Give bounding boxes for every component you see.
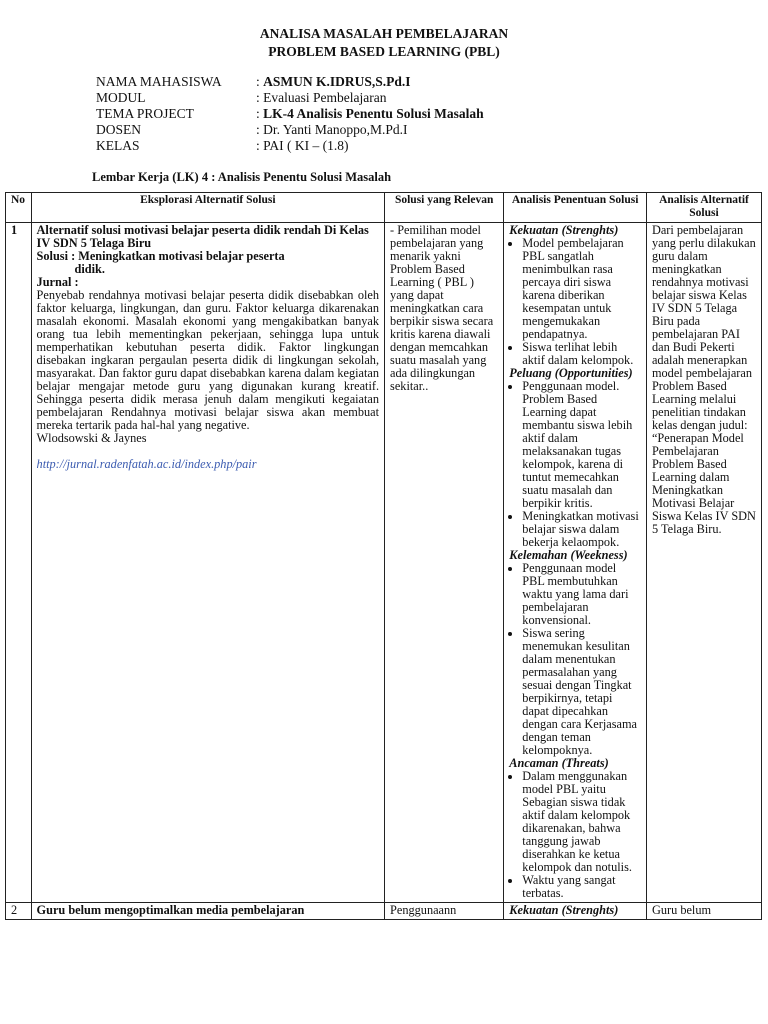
info-row-class [96, 138, 484, 154]
header-eksplorasi: Eksplorasi Alternatif Solusi [31, 193, 385, 223]
header-no: No [6, 193, 32, 223]
list-item: • Penggunaan model. Problem Based Learning dapat membantu siswa lebih aktif dalam melaksanakan tugas kelompok, karena di tuntut memecahkan suatu masalah dan berpikir kritis. [522, 380, 641, 510]
info-label: KELAS [96, 138, 140, 153]
row-number: 2 [6, 903, 32, 920]
solusi-line-cont: didik. [74, 262, 105, 276]
doc-title-line1: ANALISA MASALAH PEMBELAJARAN [259, 26, 509, 41]
info-colon: : [256, 74, 264, 89]
info-value: : Evaluasi Pembelajaran [256, 90, 387, 105]
jurnal-text: Penyebab rendahnya motivasi belajar peserta didik disebabkan oleh faktor keluarga, lingkungan, dan guru. Faktor keluarga dikarenakan masalah ekonomi. Masalah ekonomi yang mengakibatkan banyak orang tua lebih mementingkan pekerjaan, sehingga lupa untuk memperhatikan kebutuhan peserta didik. Faktor lingkungan disebakan ingkaran pergaulan peserta didik di lingkungan sekolah, masyarakat. Dan faktor guru dapat disebabkan karena dalam kegiatan belajar mengajar metode guru yang digunakan kurang kreatif. Sehingga peserta didik merasa jenuh dalam mengikuti kegaiatan pembelajaran Rendahnya motivasi belajar siswa akan membuat mereka tertarik pada hal-hal yang negative. [36, 288, 380, 432]
analisis-penentuan-cell [504, 223, 647, 903]
info-label: NAMA MAHASISWA [96, 74, 222, 89]
doc-title-line2: PROBLEM BASED LEARNING (PBL) [268, 44, 500, 59]
eksplorasi-title: Alternatif solusi motivasi belajar peserta didik rendah Di Kelas IV SDN 5 Telaga Biru [36, 223, 369, 250]
list-item: • Waktu yang sangat terbatas. [522, 874, 641, 900]
info-value: : Dr. Yanti Manoppo,M.Pd.I [256, 122, 408, 137]
info-label: DOSEN [96, 122, 142, 137]
info-row-project [96, 106, 484, 122]
analisis-alternatif-cell: Guru belum [646, 903, 761, 920]
list-item: • Model pembelajaran PBL sangatlah menimbulkan rasa percaya diri siswa karena diberikan kesempatan untuk mengemukakan pendapatnya. [522, 237, 641, 341]
student-info [96, 74, 484, 154]
info-value [256, 106, 484, 122]
info-label: TEMA PROJECT [96, 106, 194, 121]
list-item: • Siswa terlihat lebih aktif dalam kelompok. [522, 341, 641, 367]
table-row [6, 903, 762, 920]
jurnal-label: Jurnal : [36, 275, 79, 289]
peluang-list [509, 380, 641, 549]
eksplorasi-cell: Guru belum mengoptimalkan media pembelajaran [31, 903, 385, 920]
header-analisis-alternatif: Analisis Alternatif Solusi [646, 193, 761, 223]
list-item: • Dalam menggunakan model PBL yaitu Sebagian siswa tidak aktif dalam kelompok dikarenakan, bahwa tanggung jawab diserahkan ke ketua kelompok dan notulis. [522, 770, 641, 874]
ancaman-label: Ancaman (Threats) [509, 756, 609, 770]
info-value [256, 74, 411, 90]
authors: Wlodsowski & Jaynes [36, 431, 147, 445]
list-item: • Meningkatkan motivasi belajar siswa dalam bekerja kelaompok. [522, 510, 641, 549]
info-label: MODUL [96, 90, 146, 105]
info-value: : PAI ( KI – (1.8) [256, 138, 349, 153]
kekuatan-list [509, 237, 641, 367]
worksheet-title: Lembar Kerja (LK) 4 : Analisis Penentu Solusi Masalah [92, 170, 392, 184]
kelemahan-label: Kelemahan (Weekness) [509, 548, 628, 562]
analysis-table [5, 192, 762, 920]
info-value-bold: ASMUN K.IDRUS,S.Pd.I [263, 74, 411, 89]
info-value-bold: LK-4 Analisis Penentu Solusi Masalah [263, 106, 484, 121]
info-row-lecturer [96, 122, 484, 138]
table-row [6, 223, 762, 903]
solusi-relevan-cell: Penggunaann [385, 903, 504, 920]
table-header-row [6, 193, 762, 223]
ancaman-list [509, 770, 641, 900]
list-item: • Penggunaan model PBL membutuhkan waktu yang lama dari pembelajaran konvensional. [522, 562, 641, 627]
kelemahan-list [509, 562, 641, 757]
solusi-relevan-cell: - Pemilihan model pembelajaran yang menarik yakni Problem Based Learning ( PBL ) yang dapat meningkatkan cara berpikir siswa secara kritis karena diawali dengan memcahkan suatu masalah yang ada dilingkungan sekitar.. [385, 223, 504, 903]
header-solusi-relevan: Solusi yang Relevan [385, 193, 504, 223]
eksplorasi-cell [31, 223, 385, 903]
list-item: • Siswa sering menemukan kesulitan dalam menentukan permasalahan yang sesuai dengan Tingkat berpikirnya, tetapi dapat dipecahkan dengan cara Kerjasama dengan teman kelompoknya. [522, 627, 641, 757]
info-row-name [96, 74, 484, 90]
journal-link[interactable]: http://jurnal.radenfatah.ac.id/index.php/pair [36, 457, 257, 471]
solusi-line: Solusi : Meningkatkan motivasi belajar peserta [36, 249, 285, 263]
analisis-alternatif-cell: Dari pembelajaran yang perlu dilakukan guru dalam meningkatkan rendahnya motivasi belajar siswa Kelas IV SDN 5 Telaga Biru pada pembelajaran PAI dan Budi Pekerti adalah menerapkan model pembelajaran Problem Based Learning melalui penelitian tindakan kelas dengan judul: “Penerapan Model Pembelajaran Problem Based Learning dalam Meningkatkan Motivasi Belajar Siswa Kelas IV SDN 5 Telaga Biru. [646, 223, 761, 903]
header-analisis-penentuan: Analisis Penentuan Solusi [504, 193, 647, 223]
info-row-module [96, 90, 484, 106]
analisis-penentuan-cell: Kekuatan (Strenghts) [504, 903, 647, 920]
row-number: 1 [6, 223, 32, 903]
peluang-label: Peluang (Opportunities) [509, 366, 633, 380]
info-colon: : [256, 106, 264, 121]
kekuatan-label: Kekuatan (Strenghts) [509, 223, 619, 237]
